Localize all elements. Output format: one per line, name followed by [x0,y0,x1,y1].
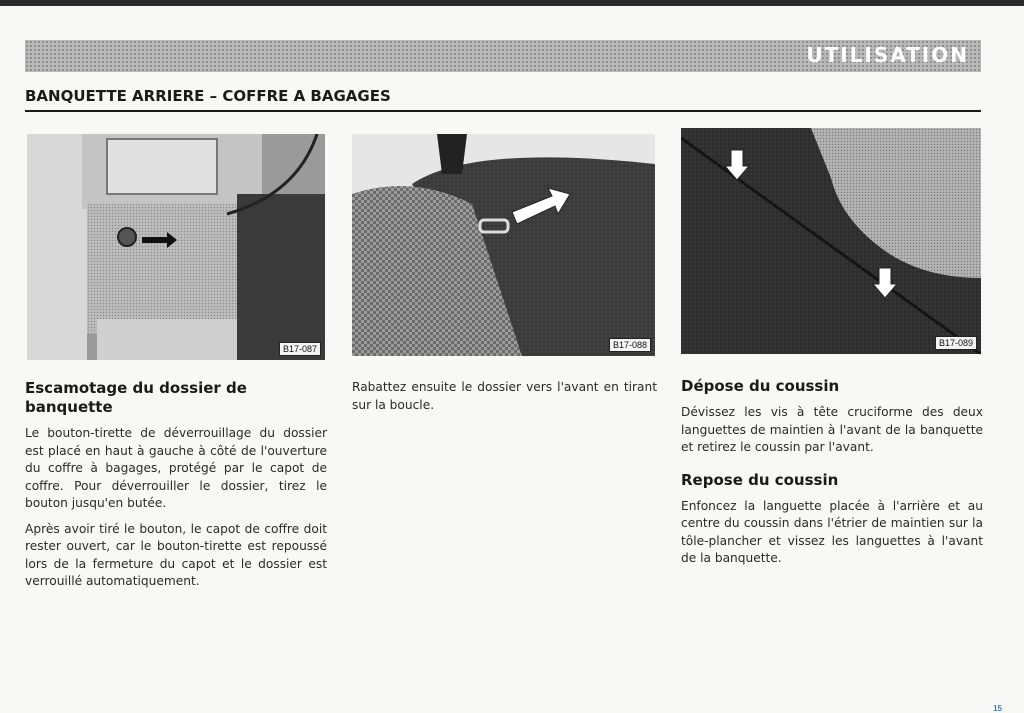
figure-cushion-tongues [681,128,981,354]
heading-cushion-removal: Dépose du coussin [681,377,840,395]
title-divider [25,110,981,112]
column-fold-forward [352,379,657,422]
figure-code: B17-087 [279,342,321,356]
figure-trunk-release-knob [27,134,325,360]
paragraph: Rabattez ensuite le dossier vers l'avant en tirant sur la boucle. [352,380,657,412]
paragraph: Enfoncez la languette placée à l'arrière et au centre du coussin dans l'étrier de maintien sur la tôle-plancher et vissez les languettes à l'avant de la banquette. [681,498,983,565]
paragraph: Le bouton-tirette de déverrouillage du dossier est placé en haut à gauche à côté de l'ouverture du coffre à bagages, protégé par le capot de coffre. Pour déverrouiller le dossier, tirez le bouton jusqu'en butée. [25,426,327,510]
page-number: 15 [993,704,1002,713]
section-title: UTILISATION [806,43,969,67]
top-edge-band [0,0,1024,6]
column-cushion [681,377,983,576]
paragraph: Après avoir tiré le bouton, le capot de coffre doit rester ouvert, car le bouton-tirette est repoussé lors de la fermeture du capot et le dossier est verrouillé automatiquement. [25,521,327,588]
heading-seatback-release: Escamotage du dossier de banquette [25,379,247,416]
column-seatback-release [25,379,327,599]
section-header-bar [25,40,981,72]
heading-cushion-refit: Repose du coussin [681,470,839,489]
figure-code: B17-089 [935,336,977,350]
photo-cushion-illustration [681,128,981,354]
photo-seatback-illustration [352,134,655,356]
figure-seat-back-fold [352,134,655,356]
paragraph: Dévissez les vis à tête cruciforme des deux languettes de maintien à l'avant de la banquette et retirez le coussin par l'avant. [681,405,983,454]
figure-code: B17-088 [609,338,651,352]
photo-trunk-illustration [27,134,325,360]
page-title: BANQUETTE ARRIERE – COFFRE A BAGAGES [25,87,391,105]
